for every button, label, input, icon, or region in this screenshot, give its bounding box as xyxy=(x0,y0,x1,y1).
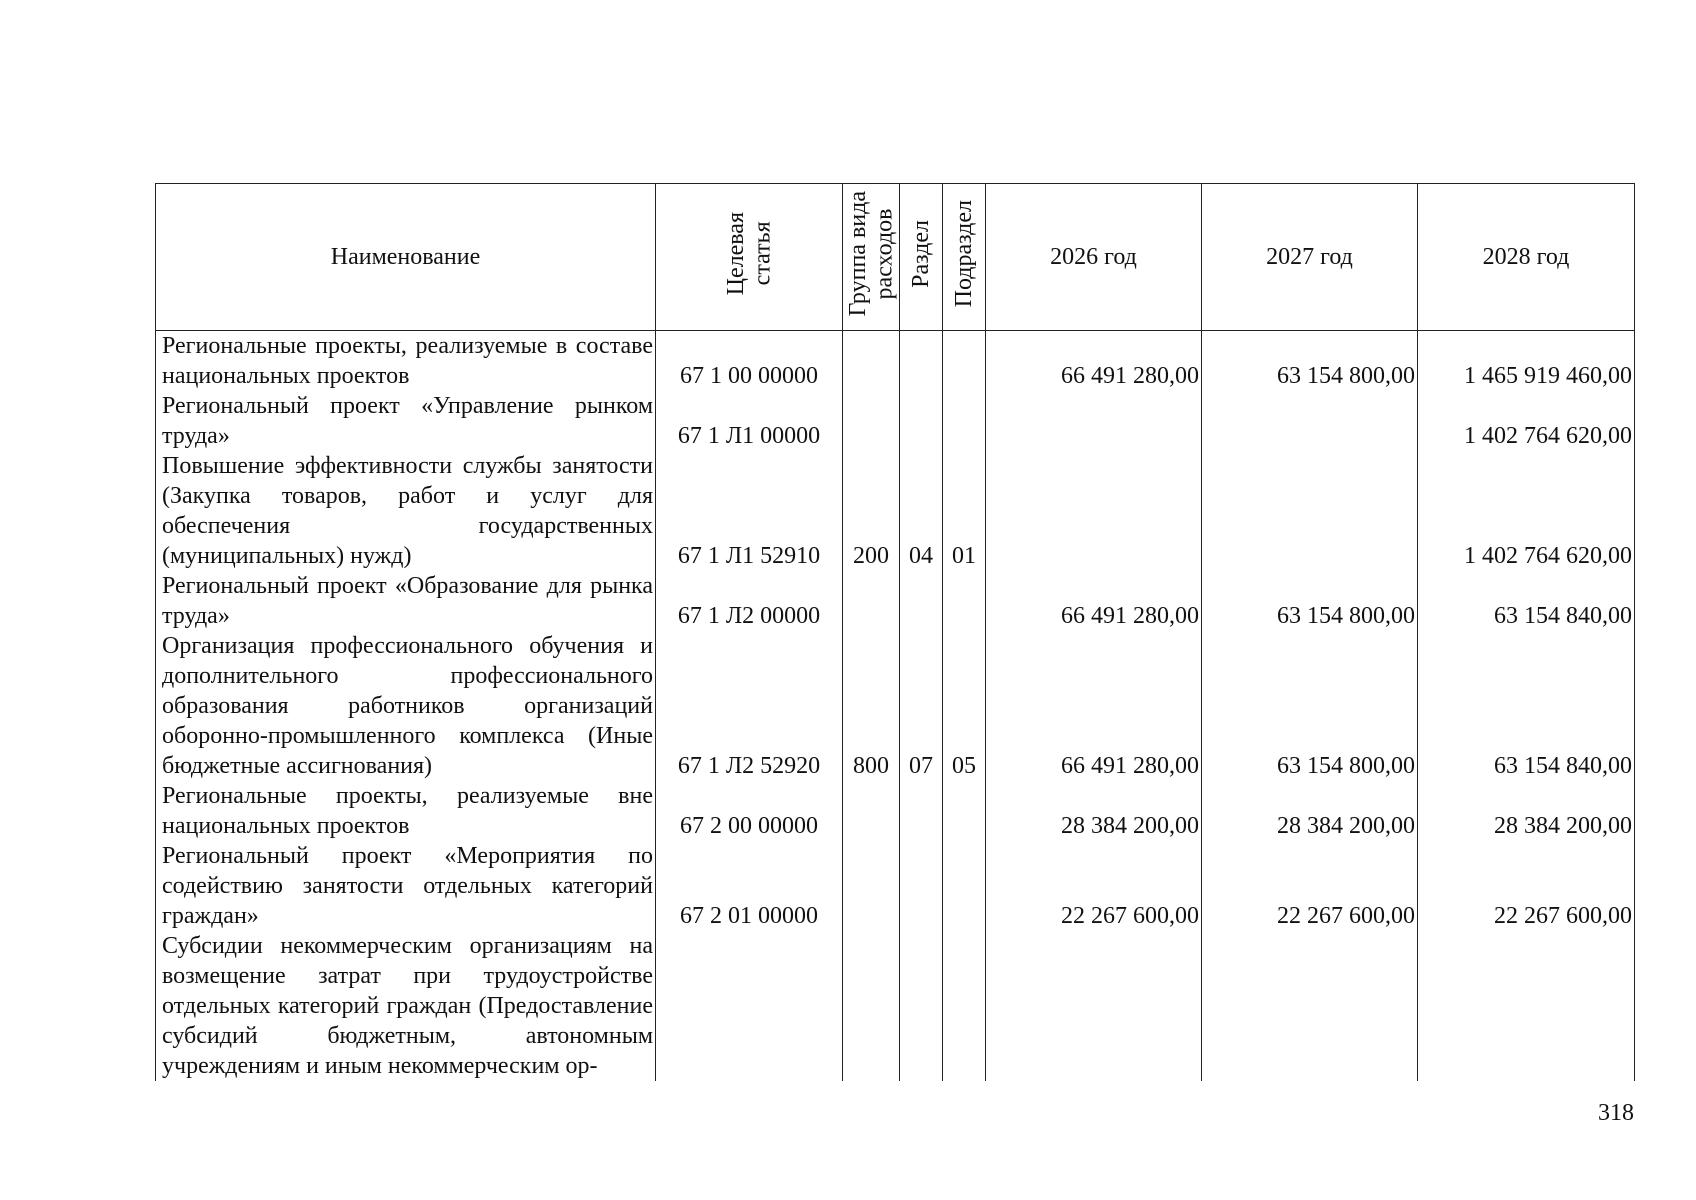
row-amount-2027 xyxy=(1202,391,1418,451)
row-amount-2026: 66 491 280,00 xyxy=(986,571,1202,631)
row-target-article: 67 1 Л2 52920 xyxy=(656,631,843,781)
row-subsection xyxy=(943,931,986,1081)
row-name: Региональный проект «Мероприятия по содействию занятости отдельных категорий граждан» xyxy=(156,841,656,931)
header-target-article xyxy=(656,184,843,331)
header-subsection xyxy=(943,184,986,331)
header-name: Наименование xyxy=(156,184,656,331)
row-amount-2027: 63 154 800,00 xyxy=(1202,331,1418,392)
row-target-article: 67 1 Л2 00000 xyxy=(656,571,843,631)
row-name: Региональный проект «Образование для рынка труда» xyxy=(156,571,656,631)
row-subsection xyxy=(943,391,986,451)
row-amount-2026: 28 384 200,00 xyxy=(986,781,1202,841)
row-section: 04 xyxy=(900,451,943,571)
row-subsection: 01 xyxy=(943,451,986,571)
row-amount-2026 xyxy=(986,931,1202,1081)
row-subsection: 05 xyxy=(943,631,986,781)
table-row xyxy=(156,931,1635,1081)
header-section-label: Раздел xyxy=(907,219,934,288)
table-row xyxy=(156,391,1635,451)
row-amount-2028: 63 154 840,00 xyxy=(1418,571,1635,631)
budget-table xyxy=(155,183,1635,1081)
row-expense-group xyxy=(843,391,900,451)
row-amount-2028 xyxy=(1418,931,1635,1081)
row-name: Региональные проекты, реализуемые в составе национальных проектов xyxy=(156,331,656,392)
row-amount-2028: 63 154 840,00 xyxy=(1418,631,1635,781)
table-header-row xyxy=(156,184,1635,331)
row-amount-2028: 22 267 600,00 xyxy=(1418,841,1635,931)
row-target-article: 67 2 01 00000 xyxy=(656,841,843,931)
row-name: Организация профессионального обучения и дополнительного профессионального образования работников организаций оборонно-промышленного комплекса (Иные бюджетные ассигнования) xyxy=(156,631,656,781)
row-expense-group xyxy=(843,931,900,1081)
row-subsection xyxy=(943,571,986,631)
header-subsection-label: Подраздел xyxy=(950,199,977,308)
row-section xyxy=(900,781,943,841)
row-expense-group: 800 xyxy=(843,631,900,781)
row-target-article: 67 1 00 00000 xyxy=(656,331,843,392)
row-section xyxy=(900,841,943,931)
row-expense-group xyxy=(843,841,900,931)
row-expense-group: 200 xyxy=(843,451,900,571)
table-row xyxy=(156,841,1635,931)
row-amount-2026: 66 491 280,00 xyxy=(986,331,1202,392)
row-target-article: 67 1 Л1 00000 xyxy=(656,391,843,451)
row-section xyxy=(900,391,943,451)
row-amount-2026: 66 491 280,00 xyxy=(986,631,1202,781)
row-target-article: 67 2 00 00000 xyxy=(656,781,843,841)
row-name: Субсидии некоммерческим организациям на возмещение затрат при трудоустройстве отдельных категорий граждан (Предоставление субсидий бюджетным, автономным учреждениям и иным некоммерческим ор- xyxy=(156,931,656,1081)
header-section xyxy=(900,184,943,331)
row-amount-2027: 63 154 800,00 xyxy=(1202,571,1418,631)
header-year-2027: 2027 год xyxy=(1202,184,1418,331)
row-target-article xyxy=(656,931,843,1081)
row-subsection xyxy=(943,781,986,841)
row-amount-2027: 22 267 600,00 xyxy=(1202,841,1418,931)
header-expense-group-label: Группа вида расходов xyxy=(844,190,897,317)
table-row xyxy=(156,571,1635,631)
table-row xyxy=(156,451,1635,571)
page-number: 318 xyxy=(1598,1100,1634,1126)
row-expense-group xyxy=(843,781,900,841)
row-name: Региональные проекты, реализуемые вне национальных проектов xyxy=(156,781,656,841)
row-amount-2028: 1 402 764 620,00 xyxy=(1418,451,1635,571)
row-amount-2028: 1 465 919 460,00 xyxy=(1418,331,1635,392)
row-amount-2027 xyxy=(1202,451,1418,571)
table-row xyxy=(156,781,1635,841)
header-year-2026: 2026 год xyxy=(986,184,1202,331)
row-amount-2027 xyxy=(1202,931,1418,1081)
row-section: 07 xyxy=(900,631,943,781)
row-expense-group xyxy=(843,571,900,631)
row-amount-2027: 28 384 200,00 xyxy=(1202,781,1418,841)
row-amount-2026 xyxy=(986,451,1202,571)
header-year-2028: 2028 год xyxy=(1418,184,1635,331)
row-subsection xyxy=(943,841,986,931)
row-amount-2026 xyxy=(986,391,1202,451)
table-row xyxy=(156,631,1635,781)
row-name: Региональный проект «Управление рынком труда» xyxy=(156,391,656,451)
row-expense-group xyxy=(843,331,900,392)
row-amount-2028: 28 384 200,00 xyxy=(1418,781,1635,841)
header-target-article-label: Целевая статья xyxy=(722,211,775,296)
table-body xyxy=(156,331,1635,1082)
header-expense-group xyxy=(843,184,900,331)
row-amount-2026: 22 267 600,00 xyxy=(986,841,1202,931)
row-section xyxy=(900,331,943,392)
row-target-article: 67 1 Л1 52910 xyxy=(656,451,843,571)
table-row xyxy=(156,331,1635,392)
row-amount-2027: 63 154 800,00 xyxy=(1202,631,1418,781)
row-section xyxy=(900,571,943,631)
row-subsection xyxy=(943,331,986,392)
row-name: Повышение эффективности службы занятости (Закупка товаров, работ и услуг для обеспечения государственных (муниципальных) нужд) xyxy=(156,451,656,571)
row-section xyxy=(900,931,943,1081)
row-amount-2028: 1 402 764 620,00 xyxy=(1418,391,1635,451)
